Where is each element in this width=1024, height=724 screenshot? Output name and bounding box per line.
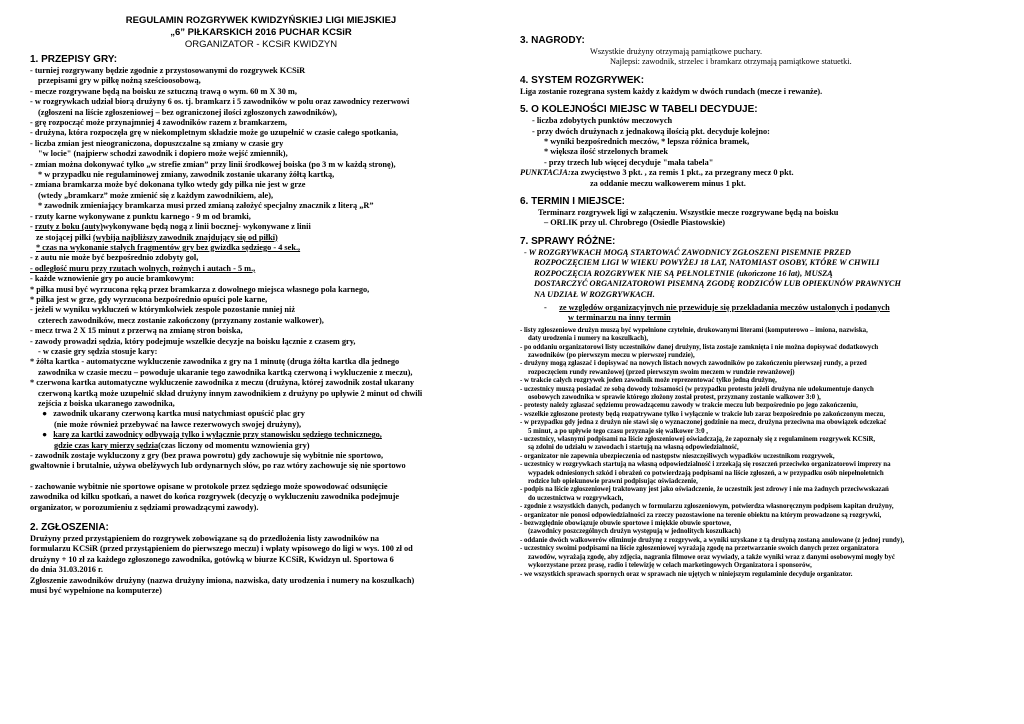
- text-line: * większa ilość strzelonych bramek: [544, 147, 668, 157]
- text-line: (wtedy „bramkarz” może zmienić się z każdym zawodnikiem, ale),: [38, 190, 274, 200]
- doc-subtitle: „6” PIŁKARSKICH 2016 PUCHAR KCSiR: [170, 27, 352, 38]
- text-line: - mecze rozgrywane będą na boisku ze sztuczną trawą o wym. 60 m X 30 m,: [30, 86, 297, 96]
- text-line: – ORLIK przy ul. Chrobrego (Osiedle Piastowskie): [544, 218, 726, 228]
- section-body: [30, 534, 492, 596]
- text-line: - oddanie dwóch walkowerów eliminuje drużynę z rozgrywek, a wyniki uzyskane z tą drużyną zostaną anulowane (z jednej rundy),: [520, 536, 905, 544]
- text-line: do dnia 31.03.2016 r.: [30, 565, 103, 575]
- text-line: zawodów, wyrażają zgodę, aby zdjęcia, nagrania filmowe oraz wywiady, a także wyniki wraz z danymi osobowymi mogły być: [528, 553, 895, 561]
- text-line: * piłka jest w grze, gdy wyrzucona bezpośrednio opuści pole karne,: [30, 294, 268, 304]
- text-line: - zmiana bramkarza może być dokonana tylko wtedy gdy piłka nie jest w grze: [30, 180, 306, 190]
- text-line: ROZPOCZĘCIEM LIGI W WIEKU POWYŻEJ 18 LAT, NATOMIAST OSOBY, KTÓRE W CHWILI: [534, 258, 880, 268]
- text-line: - rzuty karne wykonywane z punktu karnego - 9 m od bramki,: [30, 211, 251, 221]
- section-heading: 2. ZGŁOSZENIA:: [30, 522, 109, 534]
- text-line: przepisami gry w piłkę nożną sześcioosobową,: [38, 76, 201, 86]
- text-line: drużyny + 10 zł za każdego zgłoszonego zawodnika, gotówką w biurze KCSiR, Kwidzyn ul. Sportowa 6: [30, 554, 394, 564]
- section-heading: 7. SPRAWY RÓŻNE:: [520, 235, 616, 247]
- section-heading: 5. O KOLEJNOŚCI MIEJSC W TABELI DECYDUJE:: [520, 104, 758, 116]
- text-line: czterech zawodników, mecz zostanie zakończony (przyznany zostanie walkower),: [38, 315, 324, 325]
- text-line: - bezwzględnie obowiązuje obuwie sportowe i miękkie obuwie sportowe,: [520, 520, 732, 528]
- text-line: - przy trzech lub więcej decyduje "mała tabela": [544, 157, 714, 167]
- text-line: Najlepsi: zawodnik, strzelec i bramkarz otrzymają pamiątkowe statuetki.: [610, 57, 852, 67]
- section-body: [520, 87, 1000, 97]
- section-heading: 1. PRZEPISY GRY:: [30, 54, 118, 65]
- section-heading: 6. TERMIN I MIEJSCE:: [520, 196, 626, 208]
- text-line: - zawody prowadzi sędzia, który podejmuje wszelkie decyzje na boisku łącznie z czasem gry,: [30, 336, 356, 346]
- text-span: za zwycięstwo 3 pkt. , za remis 1 pkt., za przegrany mecz 0 pkt.: [570, 168, 794, 178]
- text-line: - zawodnik zostaje wykluczony z gry (bez prawa powrotu) gdy zachowuje się wybitnie nie sportowo,: [30, 451, 384, 461]
- text-line: * żółta kartka - automatyczne wykluczenie zawodnika z gry na 1 minutę (druga żółta kartka dla jednego: [30, 357, 400, 367]
- text-line: Zgłoszenie zawodników drużyny (nazwa drużyny imiona, nazwiska, daty urodzenia i numery na koszulkach): [30, 575, 415, 585]
- text-line: rodzice lub opiekunowie prawni podpisując oświadczenie,: [528, 478, 698, 486]
- text-line: - W ROZGRYWKACH MOGĄ STARTOWAĆ ZAWODNICY ZGŁOSZENI PISEMNIE PRZED: [524, 247, 851, 257]
- bullet-item: ● zawodnik ukarany czerwoną kartka musi natychmiast opuścić plac gry: [42, 409, 305, 419]
- text-line: gwałtownie i brutalnie, używa obelżywych lub ordynarnych słów, po raz wtóry zachowuje się nie sportowo: [30, 461, 406, 471]
- text-line: - listy zgłoszeniowe drużyn muszą być wypełnione czytelnie, drukowanymi literami (komputerowo – imiona, nazwiska,: [520, 326, 868, 334]
- text-line: zawodnika w czasie meczu – powoduje ukaranie tego zawodnika kartką czerwoną i wykluczenie z meczu),: [38, 367, 413, 377]
- text-line: * czas na wykonanie stałych fragmentów gry bez gwizdka sędziego - 4 sek.,: [36, 242, 301, 252]
- text-line: * wyniki bezpośrednich meczów, * lepsza różnica bramek,: [544, 137, 750, 147]
- text-line: - drużyny mogą zgłaszać i dopisywać na nowych listach nowych zawodników po zakończeniu pierwszej rundy, a przed: [520, 360, 867, 368]
- text-line: formularzu KCSiR (przed przystąpieniem do pierwszego meczu) i wpłaty wpisowego do ligi w wys. 100 zł od: [30, 544, 413, 554]
- doc-organizer: ORGANIZATOR - KCSiR KWIDZYN: [184, 39, 338, 50]
- text-line: * zawodnik zmieniający bramkarza musi przed zmianą założyć specjalny znacznik z literą „R”: [38, 201, 374, 211]
- text-line: (zgłoszeni na liście zgłoszeniowej – bez ograniczonej ilości zgłoszonych zawodników),: [38, 107, 338, 117]
- text-line: - rzuty z boku (auty)wykonywane będą nogą z linii bocznej- wykonywane z linii: [30, 222, 311, 232]
- text-line: - ze względów organizacyjnych nie przewiduje się przekładania meczów ustalonych i podanych: [544, 302, 890, 312]
- text-line: - we wszystkich sprawach spornych oraz w sprawach nie ujętych w niniejszym regulaminie decyduje organizator.: [520, 570, 853, 578]
- section-heading: 4. SYSTEM ROZGRYWEK:: [520, 74, 645, 86]
- section-body: [520, 327, 1000, 579]
- section-body: [30, 451, 492, 472]
- text-line: Liga zostanie rozegrana system każdy z każdym w dwóch rundach (mecze i rewanże).: [520, 86, 823, 96]
- text-line: wypadek odniesionych szkód i obrażeń co potwierdzają podpisami na liście zgłoszeń, a w przypadku osób niepełnoletnich: [528, 469, 884, 477]
- text-line: w terminarzu na inny termin: [568, 313, 671, 323]
- text-line: - uczestnicy w rozgrywkach startują na własną odpowiedzialność i zrzekają się roszczeń przeciwko organizatorowi imprezy na: [520, 461, 891, 469]
- section-body: [30, 274, 492, 409]
- text-line: musi być wypełnione na komputerze): [30, 586, 162, 596]
- bullet-item: ● karę za kartki zawodnicy odbywają tylko i wyłącznie przy stanowisku sędziego technicznego,: [42, 430, 382, 440]
- text-line: - mecz trwa 2 X 15 minut z przerwą na zmianę stron boiska,: [30, 326, 243, 336]
- text-line: - przy dwóch drużynach z jednakową ilością pkt. decyduje kolejno:: [532, 126, 770, 136]
- text-line: do uczestnictwa w rozgrywkach,: [528, 494, 624, 502]
- text-line: rozpoczęciem rundy rewanżowej (przed pierwszym swoim meczem w rundzie rewanżowej): [528, 368, 795, 376]
- text-line: * czerwona kartka automatyczne wykluczenie zawodnika z meczu (drużyna, której zawodnik został ukarany: [30, 378, 415, 388]
- text-line: - podpis na liście zgłoszeniowej traktowany jest jako oświadczenie, że uczestnik jest zdrowy i nie ma żadnych przeciwwskazań: [520, 486, 889, 494]
- italic-label: PUNKTACJA:: [520, 168, 571, 178]
- text-line: zejścia z boiska ukaranego zawodnika,: [38, 399, 175, 408]
- text-line: - zmian można dokonywać tylko „w strefie zmian” przy linii środkowej boiska (po 3 m w każdą stronę),: [30, 159, 396, 169]
- text-line: (zawodnicy poszczególnych drużyn występują w jednolitych koszulkach): [528, 528, 741, 536]
- text-line: daty urodzenia i numery na koszulkach),: [528, 335, 649, 343]
- underlined-text: (wybija najbliższy zawodnik znajdujący się od piłki): [92, 232, 278, 242]
- text-line: 5 minut, a po upływie tego czasu przyznaje się walkower 3:0 ,: [528, 427, 708, 435]
- text-line: - zachowanie wybitnie nie sportowe opisane w protokole przez sędziego może spowodować odsunięcie: [30, 481, 388, 491]
- text-line: - wszelkie zgłoszone protesty będą rozpatrywane tylko i wyłącznie w trakcie lub zaraz bezpośrednio po zakończonym meczu,: [520, 410, 885, 418]
- text-line: zawodników (po pierwszym meczu w pierwszej rundzie),: [528, 351, 695, 359]
- text-line: - grę rozpocząć może przynajmniej 4 zawodników razem z bramkarzem,: [30, 118, 287, 128]
- text-span: ze stojącej piłki: [36, 232, 93, 242]
- text-line: - liczba zmian jest nieograniczona, dopuszczalne są zmiany w czasie gry: [30, 138, 284, 148]
- text-line: - w rozgrywkach udział biorą drużyny 6 os. tj. bramkarz i 5 zawodników w polu oraz zawodnicy rezerwowi: [30, 97, 410, 107]
- text-line: - w czasie gry sędzia stosuje kary:: [38, 346, 158, 356]
- text-span: wykonywane będą nogą z linii bocznej- wykonywane z linii: [102, 222, 311, 232]
- text-line: zawodnika od kilku spotkań, a nawet do końca rozgrywek (decyzję o wykluczeniu zawodnika podejmuje: [30, 492, 400, 502]
- text-line: - uczestnicy muszą posiadać ze sobą dowody tożsamości (w przypadku protestu jeżeli drużyna nie udokumentuje danych: [520, 385, 874, 393]
- text-line: * w przypadku nie regulaminowej zmiany, zawodnik zostanie ukarany żółtą kartką,: [38, 170, 335, 180]
- underlined-text: gdzie czas kary mierzy sędzia: [54, 440, 159, 450]
- text-line: (nie może również przebywać na ławce rezerwowych swojej drużyny),: [54, 419, 302, 429]
- text-line: - turniej rozgrywany będzie zgodnie z przystosowanymi do rozgrywek KCSiR: [30, 66, 306, 75]
- text-line: - w trakcie całych rozgrywek jeden zawodnik może reprezentować tylko jedną drużynę,: [520, 377, 777, 385]
- left-column: [30, 0, 492, 597]
- text-line: "w locie" (najpierw schodzi zawodnik i dopiero może wejść zmiennik),: [38, 149, 288, 159]
- text-line: - jeżeli w wyniku wykluczeń w którymkolwiek zespole pozostanie mniej niż: [30, 305, 296, 315]
- text-line: Drużyny przed przystąpieniem do rozgrywek zobowiązane są do przedłożenia listy zawodników na: [30, 534, 379, 544]
- underlined-text: rzuty z boku (auty): [34, 222, 103, 232]
- text-line: są zdolni do udziału w zawodach i startują na własną odpowiedzialność,: [528, 444, 739, 452]
- text-line: * piłka musi być wyrzucona ręką przez bramkarza z dowolnego miejsca własnego pola karnego,: [30, 284, 370, 294]
- text-line: - po oddaniu organizatorowi listy uczestników danej drużyny, lista zostaje zamknięta i nie można dopisywać dodatkowych: [520, 343, 879, 351]
- text-line: osobowych zawodnika w sprawie którego złożony został protest, przyznany zostanie walkower 3:0 ),: [528, 393, 821, 401]
- text-line: czerwoną kartką może uzupełnić skład drużyny innym zawodnikiem z drużyny po upływie 2 minut od chwili: [38, 388, 423, 398]
- underlined-text: ze względów organizacyjnych nie przewiduje się przekładania meczów ustalonych i podanych: [559, 302, 890, 312]
- text-line: - uczestnicy swoimi podpisami na liście zgłoszeniowej wyrażają zgodę na przetwarzanie swoich danych przez organizatora: [520, 545, 879, 553]
- text-line: [30, 233, 492, 243]
- text-span: (czas liczony od momentu wznowienia gry): [158, 440, 310, 450]
- text-line: [520, 168, 1000, 178]
- text-line: - odległość muru przy rzutach wolnych, rożnych i autach - 5 m.,: [30, 263, 256, 273]
- section-body: [30, 482, 492, 513]
- text-span: zawodnik ukarany czerwoną kartka musi natychmiast opuścić plac gry: [53, 409, 305, 419]
- text-line: - organizator nie zapewnia ubezpieczenia od następstw nieszczęśliwych wypadków uczestnikom rozgrywek,: [520, 452, 835, 460]
- text-line: - każde wznowienie gry po aucie bramkowym:: [30, 274, 195, 284]
- text-line: Terminarz rozgrywek ligi w załączeniu. Wszystkie mecze rozgrywane będą na boisku: [538, 208, 839, 218]
- doc-title: REGULAMIN ROZGRYWEK KWIDZYŃSKIEJ LIGI MIEJSKIEJ: [125, 15, 397, 26]
- underlined-text: karę za kartki zawodnicy odbywają tylko i wyłącznie przy stanowisku sędziego technicznego,: [53, 430, 382, 440]
- text-line: - liczba zdobytych punktów meczowych: [532, 116, 673, 126]
- text-line: organizator, w porozumieniu z sędziami prowadzącymi zawody).: [30, 502, 259, 512]
- section-heading: 3. NAGRODY:: [520, 35, 585, 46]
- text-line: ROZPOCZĘCIA ROZGRYWEK NIE SĄ PEŁNOLETNIE (ukończone 16 lat), MUSZĄ: [534, 268, 833, 278]
- text-line: - uczestnicy, własnymi podpisami na liście zgłoszeniowej oświadczają, że zapoznały się z regulaminem rozgrywek KCSiR,: [520, 436, 876, 443]
- text-line: wykorzystane przez prasę, radio i telewizję w celach marketingowych Organizatora i sponsorów,: [528, 562, 812, 570]
- text-line: DOSTARCZYĆ ORGANIZATOROWI PISEMNĄ ZGODĘ RODZICÓW LUB OPIEKUNÓW PRAWNYCH: [534, 279, 901, 289]
- text-line: - organizator nie ponosi odpowiedzialności za rzeczy pozostawione na terenie obiektu na którym prowadzone są rozgrywki,: [520, 511, 882, 519]
- text-line: - drużyna, która rozpoczęła grę w niekompletnym składzie może go uzupełnić w czasie całego spotkania,: [30, 128, 399, 138]
- text-line: Wszystkie drużyny otrzymają pamiątkowe puchary.: [590, 47, 763, 56]
- text-line: - w przypadku gdy jedna z drużyn nie stawi się o wyznaczonej godzinie na mecz, drużyna przeciwna ma obowiązek odczekać: [520, 419, 887, 427]
- text-line: - protesty należy zgłaszać sędziemu prowadzącemu zawody w trakcie meczu lub bezpośrednio po jego zakończeniu,: [520, 402, 858, 410]
- text-line: NA UDZIAŁ W ROZGRYWKACH.: [534, 289, 655, 299]
- text-line: - z autu nie może być bezpośrednio zdobyty gol,: [30, 253, 199, 263]
- text-line: za oddanie meczu walkowerem minus 1 pkt.: [590, 178, 746, 188]
- text-line: [30, 441, 492, 451]
- section-body: [30, 66, 492, 222]
- right-column: [520, 0, 1000, 579]
- text-line: - zgodnie z wszystkich danych, podanych w formularzu zgłoszeniowym, potwierdza własnoręcznym podpisem kapitan drużyny,: [520, 503, 894, 511]
